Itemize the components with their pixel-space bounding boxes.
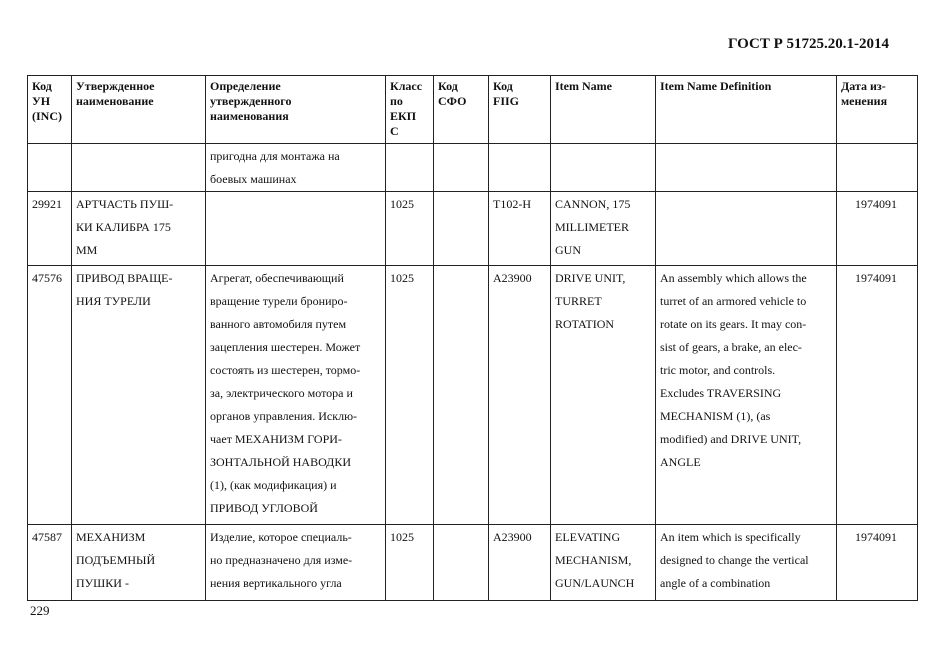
cell-item-name: CANNON, 175 MILLIMETER GUN bbox=[551, 192, 656, 266]
col-header-item-definition: Item Name Definition bbox=[656, 76, 837, 144]
cell-approved-name: ПРИВОД ВРАЩЕ- НИЯ ТУРЕЛИ bbox=[72, 266, 206, 525]
table-row bbox=[28, 525, 918, 601]
cell-inc: 47587 bbox=[28, 525, 72, 601]
cell-change-date: 1974091 bbox=[837, 525, 918, 601]
cell-class: 1025 bbox=[386, 192, 434, 266]
cell-fiig: T102-H bbox=[489, 192, 551, 266]
cell-definition: Агрегат, обеспечивающий вращение турели брониро- ванного автомобиля путем зацепления шестерен. Может состоять из шестерен, тормо- за, электрического мотора и органов управления. Исклю- чает МЕХАНИЗМ ГОРИ- ЗОНТАЛЬНОЙ НАВОДКИ (1), (как модификация) и ПРИВОД УГЛОВОЙ bbox=[206, 266, 386, 525]
cell-change-date: 1974091 bbox=[837, 266, 918, 525]
cell-inc bbox=[28, 144, 72, 192]
cell-item-definition: An item which is specifically designed to change the vertical angle of a combination bbox=[656, 525, 837, 601]
cell-class bbox=[386, 144, 434, 192]
cell-item-definition bbox=[656, 144, 837, 192]
table-header-row bbox=[28, 76, 918, 144]
col-header-definition: Определение утвержденного наименования bbox=[206, 76, 386, 144]
cell-approved-name: МЕХАНИЗМ ПОДЪЕМНЫЙ ПУШКИ - bbox=[72, 525, 206, 601]
cell-inc: 47576 bbox=[28, 266, 72, 525]
cell-class: 1025 bbox=[386, 266, 434, 525]
cell-sfo bbox=[434, 525, 489, 601]
cell-approved-name bbox=[72, 144, 206, 192]
cell-approved-name: АРТЧАСТЬ ПУШ- КИ КАЛИБРА 175 ММ bbox=[72, 192, 206, 266]
cell-item-name bbox=[551, 144, 656, 192]
cell-change-date bbox=[837, 144, 918, 192]
cell-definition: пригодна для монтажа на боевых машинах bbox=[206, 144, 386, 192]
page-number: 229 bbox=[30, 603, 50, 618]
cell-sfo bbox=[434, 144, 489, 192]
cell-definition: Изделие, которое специаль- но предназначено для изме- нения вертикального угла bbox=[206, 525, 386, 601]
document-header: ГОСТ Р 51725.20.1-2014 bbox=[727, 36, 889, 52]
col-header-change-date: Дата из- менения bbox=[837, 76, 918, 144]
col-header-item-name: Item Name bbox=[551, 76, 656, 144]
cell-fiig: A23900 bbox=[489, 525, 551, 601]
cell-change-date: 1974091 bbox=[837, 192, 918, 266]
table-row bbox=[28, 144, 918, 192]
registry-table bbox=[27, 75, 918, 601]
col-header-class: Класс по ЕКП С bbox=[386, 76, 434, 144]
cell-definition bbox=[206, 192, 386, 266]
cell-item-definition: An assembly which allows the turret of an armored vehicle to rotate on its gears. It may con- sist of gears, a brake, an elec- tric motor, and controls. Excludes TRAVERSING MECHANISM (1), (as modified) and DRIVE UNIT, ANGLE bbox=[656, 266, 837, 525]
cell-sfo bbox=[434, 192, 489, 266]
cell-fiig: A23900 bbox=[489, 266, 551, 525]
cell-sfo bbox=[434, 266, 489, 525]
cell-item-definition bbox=[656, 192, 837, 266]
col-header-sfo: Код СФО bbox=[434, 76, 489, 144]
cell-class: 1025 bbox=[386, 525, 434, 601]
col-header-inc: Код УН (INC) bbox=[28, 76, 72, 144]
col-header-approved-name: Утвержденное наименование bbox=[72, 76, 206, 144]
col-header-fiig: Код FIIG bbox=[489, 76, 551, 144]
cell-item-name: ELEVATING MECHANISM, GUN/LAUNCH bbox=[551, 525, 656, 601]
table-row bbox=[28, 192, 918, 266]
cell-item-name: DRIVE UNIT, TURRET ROTATION bbox=[551, 266, 656, 525]
cell-fiig bbox=[489, 144, 551, 192]
cell-inc: 29921 bbox=[28, 192, 72, 266]
table-row bbox=[28, 266, 918, 525]
